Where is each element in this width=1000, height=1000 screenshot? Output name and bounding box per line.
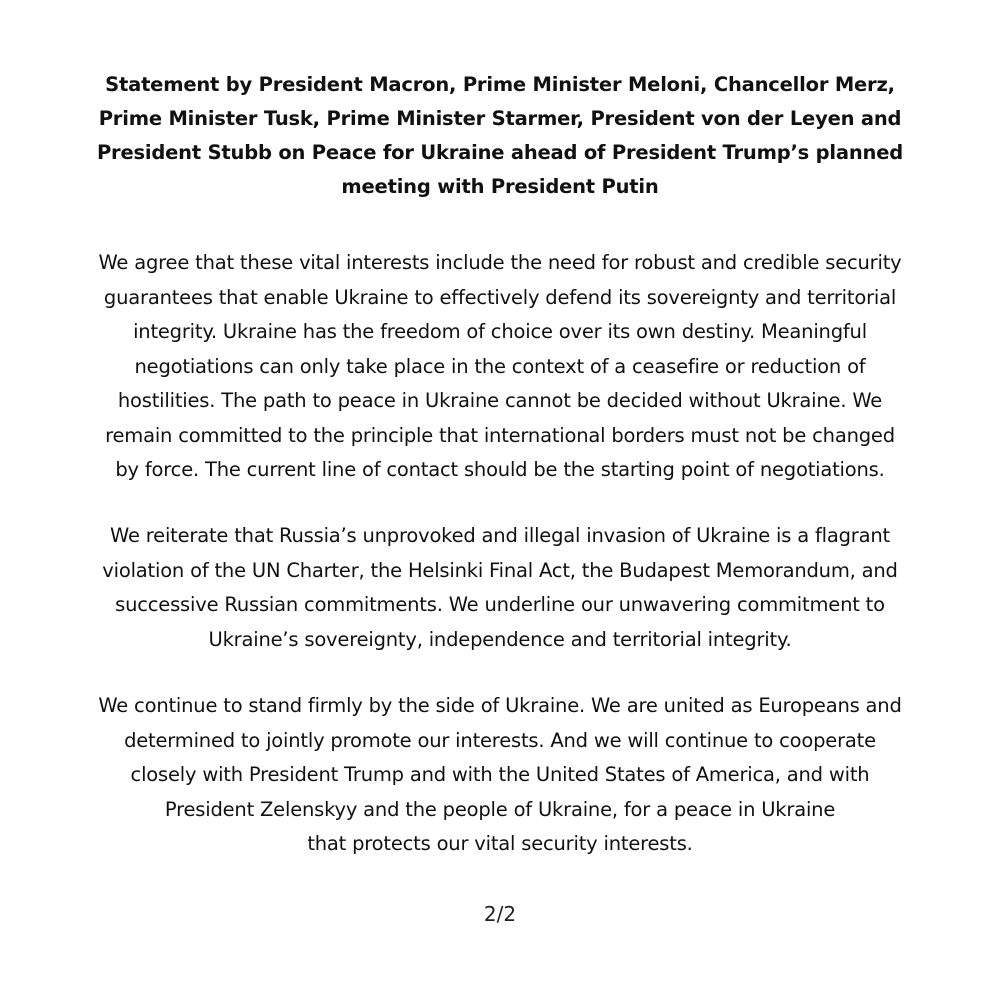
paragraph-line: determined to jointly promote our interests. And we will continue to cooperate <box>124 728 876 752</box>
paragraph-line: successive Russian commitments. We underline our unwavering commitment to <box>115 593 885 616</box>
paragraph-line: integrity. Ukraine has the freedom of choice over its own destiny. Meaningful <box>133 320 867 343</box>
paragraph-invasion <box>30 519 970 657</box>
paragraph-line: Ukraine’s sovereignty, independence and territorial integrity. <box>208 627 792 651</box>
paragraph-line: negotiations can only take place in the context of a ceasefire or reduction of <box>134 354 866 378</box>
statement-title <box>50 68 950 204</box>
paragraph-line: guarantees that enable Ukraine to effectively defend its sovereignty and territorial <box>103 285 897 309</box>
page-number: 2/2 <box>483 902 517 926</box>
paragraph-line: remain committed to the principle that international borders must not be changed <box>105 423 895 447</box>
paragraph-line: closely with President Trump and with the United States of America, and with <box>130 763 870 786</box>
title-line: Statement by President Macron, Prime Minister Meloni, Chancellor Merz, <box>105 73 895 96</box>
paragraph-line: We continue to stand firmly by the side of Ukraine. We are united as Europeans and <box>98 694 902 717</box>
paragraph-line: President Zelenskyy and the people of Ukraine, for a peace in Ukraine <box>164 797 836 821</box>
title-line: Prime Minister Tusk, Prime Minister Starmer, President von der Leyen and <box>98 107 902 130</box>
paragraph-security-guarantees <box>30 246 970 488</box>
paragraph-line: violation of the UN Charter, the Helsinki Final Act, the Budapest Memorandum, and <box>102 558 898 582</box>
paragraph-line: We reiterate that Russia’s unprovoked and illegal invasion of Ukraine is a flagrant <box>110 524 890 547</box>
paragraph-line: hostilities. The path to peace in Ukraine cannot be decided without Ukraine. We <box>117 389 883 412</box>
paragraph-line: We agree that these vital interests include the need for robust and credible security <box>98 251 902 274</box>
title-line: President Stubb on Peace for Ukraine ahead of President Trump’s planned <box>96 141 904 164</box>
paragraph-line: that protects our vital security interests. <box>307 832 693 855</box>
paragraph-line: by force. The current line of contact should be the starting point of negotiations. <box>115 458 885 481</box>
paragraph-solidarity <box>30 689 970 862</box>
title-line: meeting with President Putin <box>341 175 659 198</box>
